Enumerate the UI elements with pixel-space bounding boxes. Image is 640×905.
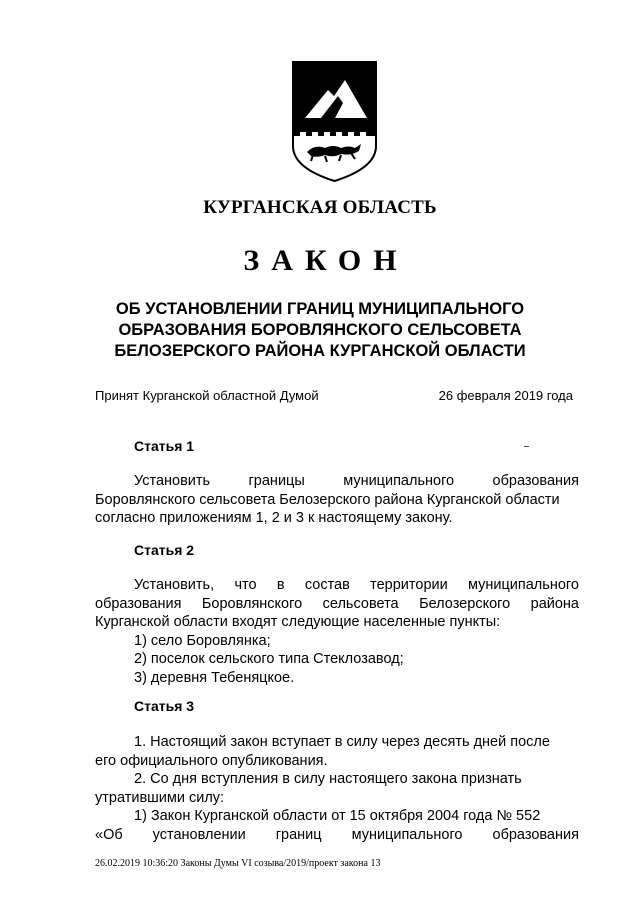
stray-mark [524, 446, 529, 447]
word: Установить, [134, 577, 215, 593]
text-line: 2. Со дня вступления в силу настоящего закона признать [134, 771, 522, 787]
text-line [95, 826, 579, 845]
word: состав [304, 577, 350, 593]
list-item: 3) деревня Тебеняцкое. [134, 669, 295, 686]
region-title: КУРГАНСКАЯ ОБЛАСТЬ [203, 197, 437, 218]
word: «Об [95, 826, 123, 843]
text-line: 1. Настоящий закон вступает в силу через десять дней после [134, 734, 550, 750]
word: в [276, 577, 285, 593]
word: что [234, 577, 257, 593]
word: территории [370, 577, 448, 593]
word: Боровлянского [201, 595, 303, 612]
word: муниципального [468, 577, 579, 593]
word: района [530, 595, 579, 612]
list-item: 1) село Боровлянка; [134, 632, 271, 649]
word: Белозерского [419, 595, 511, 612]
list-item: 2) поселок сельского типа Стеклозавод; [134, 651, 404, 667]
adopted-by: Принят Курганской областной Думой [95, 388, 319, 403]
word: установлении [152, 826, 246, 843]
adopted-date: 26 февраля 2019 года [438, 388, 573, 403]
word: границы [248, 473, 305, 489]
text-line [95, 595, 579, 614]
word: границ [275, 826, 322, 843]
text-line [95, 472, 579, 491]
law-subject-line: ОБРАЗОВАНИЯ БОРОВЛЯНСКОГО СЕЛЬСОВЕТА [118, 321, 522, 339]
law-subject [0, 299, 640, 362]
word: муниципального [343, 473, 455, 489]
word: образования [492, 473, 579, 489]
article-1-text [95, 472, 579, 528]
text-line: утратившими силу: [95, 789, 225, 806]
page-footer: 26.02.2019 10:36:20 Законы Думы VI созыва/2019/проект закона 13 [95, 858, 381, 869]
word: сельсовета [322, 595, 399, 612]
law-subject-line: ОБ УСТАНОВЛЕНИИ ГРАНИЦ МУНИЦИПАЛЬНОГО [115, 300, 525, 318]
text-line [95, 576, 579, 595]
article-1-heading: Статья 1 [134, 438, 195, 454]
adoption-line [95, 388, 573, 403]
word: Установить [134, 473, 211, 489]
article-3-text [95, 733, 579, 844]
coat-of-arms-icon [291, 60, 378, 184]
word: образования [95, 595, 182, 612]
text-line: 1) Закон Курганской области от 15 октября 2004 года № 552 [134, 808, 541, 824]
law-subject-line: БЕЛОЗЕРСКОГО РАЙОНА КУРГАНСКОЙ ОБЛАСТИ [114, 342, 526, 360]
article-3-heading: Статья 3 [134, 698, 195, 714]
text-line: согласно приложениям 1, 2 и 3 к настоящему закону. [95, 510, 453, 526]
article-2-text [95, 576, 579, 687]
text-line: его официального опубликования. [95, 752, 328, 769]
word: образования [492, 826, 579, 843]
text-line: Боровлянского сельсовета Белозерского района Курганской области [95, 491, 560, 508]
law-title: ЗАКОН [243, 244, 409, 277]
article-2-heading: Статья 2 [134, 542, 195, 558]
word: муниципального [351, 826, 463, 843]
text-line: Курганской области входят следующие населенные пункты: [95, 614, 501, 630]
